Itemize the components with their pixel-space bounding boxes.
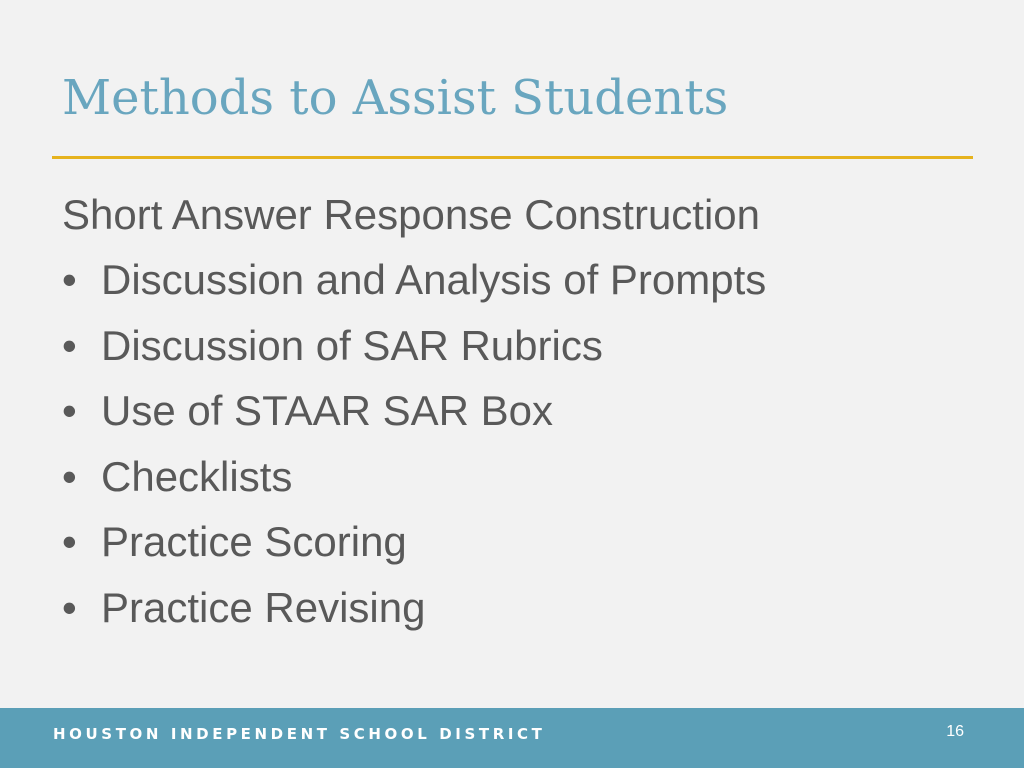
- bullet-list: [62, 247, 982, 640]
- footer-bar: [0, 708, 1024, 768]
- page-number: 16: [946, 723, 964, 740]
- bullet-icon: •: [62, 256, 77, 303]
- bullet-icon: •: [62, 583, 77, 631]
- bullet-item: [62, 247, 982, 313]
- bullet-icon: •: [62, 321, 77, 369]
- bullet-icon: •: [62, 452, 77, 500]
- slide-content: [62, 182, 982, 640]
- lead-text: Short Answer Response Construction: [62, 191, 761, 238]
- bullet-text: Practice Revising: [101, 583, 426, 631]
- bullet-text: Use of STAAR SAR Box: [101, 387, 554, 434]
- slide-title: Methods to Assist Students: [62, 70, 729, 126]
- title-divider: [52, 156, 973, 159]
- organization-name: HOUSTON INDEPENDENT SCHOOL DISTRICT: [53, 725, 546, 743]
- bullet-item: [62, 575, 982, 641]
- bullet-text: Practice Scoring: [101, 518, 407, 565]
- bullet-item: [62, 378, 982, 444]
- bullet-item: [62, 509, 982, 575]
- bullet-icon: •: [62, 518, 77, 565]
- bullet-item: [62, 444, 982, 510]
- bullet-icon: •: [62, 387, 77, 434]
- bullet-item: [62, 313, 982, 379]
- bullet-text: Discussion of SAR Rubrics: [101, 321, 603, 369]
- bullet-text: Checklists: [101, 452, 293, 500]
- bullet-text: Discussion and Analysis of Prompts: [101, 256, 767, 303]
